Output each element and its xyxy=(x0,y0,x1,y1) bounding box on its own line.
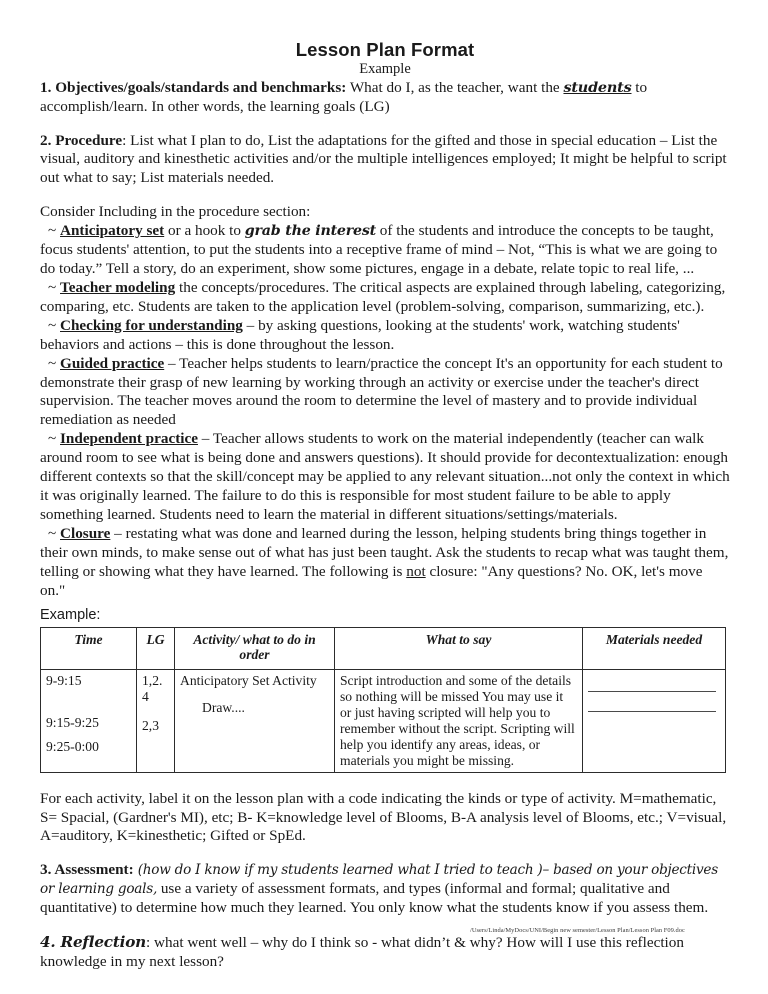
bullet-rest-a: – restating what was done and learned during the lesson, helping students bring things together in their own minds, to make sense out of what has just been taught. Ask the students to recap what was taught them, telling or showing what they have learned. The following is xyxy=(40,524,729,580)
time-value-1: 9-9:15 xyxy=(46,672,82,688)
page-title: Lesson Plan Format xyxy=(295,39,475,60)
section-1-emphasis-students: students xyxy=(563,78,632,96)
activity-coding-note: For each activity, label it on the lesson plan with a code indicating the kinds or type of activity. M=mathematic, S= Spacial, (Gardner's MI), etc; B- K=knowledge level of Blooms, B-A analysis level of Blooms, etc.; V=visual, A=auditory, K=kinesthetic; Gifted or SpEd. xyxy=(40,789,727,845)
section-4-paragraph xyxy=(40,933,730,972)
spacer xyxy=(46,731,131,739)
spacer xyxy=(40,188,730,203)
blank-line xyxy=(588,677,716,692)
bullet-marker: ~ xyxy=(48,316,61,334)
bullet-rest: – Teacher helps students to learn/practice the concept It's an opportunity for each student to demonstrate their grasp of new learning by working through an activity or exercise under the teacher's direct supervision. The teacher moves around the room to determine the level of mastery and to provide individual remediation as needed xyxy=(40,354,723,429)
materials-blank-lines xyxy=(588,673,720,712)
section-2-text: : List what I plan to do, List the adaptations for the gifted and those in special education – List the visual, auditory and kinesthetic activities and/or the multiple intelligences employed; It might be helpful to script out what to say; List materials needed. xyxy=(40,131,727,187)
section-3-paragraph xyxy=(40,861,730,918)
activity-title: Anticipatory Set Activity xyxy=(180,672,317,688)
lg-value-3: 2,3 xyxy=(142,717,159,733)
bullet-term: Independent practice xyxy=(60,430,198,448)
table-header-time: Time xyxy=(41,627,137,669)
cell-activity xyxy=(175,669,335,772)
lg-value-1: 1,2. xyxy=(142,672,163,688)
bullet-rest: the concepts/procedures. The critical aspects are explained through labeling, categorizing, comparing, etc. Students are taken to the application level (problem-solving, comparison, summarizing, etc.). xyxy=(40,278,726,315)
bullet-rest-b: closure: "Any questions? No. OK, let's move on." xyxy=(40,562,703,599)
bullet-term: Teacher modeling xyxy=(60,278,176,296)
spacer xyxy=(46,689,131,715)
cell-lg xyxy=(137,669,175,772)
bullet-term: Closure xyxy=(60,524,111,542)
section-4-label: 4. Reflection xyxy=(40,933,146,952)
lg-value-2: 4 xyxy=(142,688,149,704)
page-subtitle: Example xyxy=(359,60,411,77)
bullet-anticipatory-set xyxy=(40,222,730,279)
spacer xyxy=(40,846,730,861)
section-1-label: 1. Objectives/goals/standards and benchmarks: xyxy=(40,78,347,96)
section-4-rest: : what went well – why do I think so - what didn’t & why? How will I use this reflection knowledge in my next lesson? xyxy=(40,934,684,971)
table-header-activity: Activity/ what to do in order xyxy=(175,627,335,669)
footer-file-path: /Users/Linda/MyDocs/UNI/Begin new semester/Lesson Plan/Lesson Plan F09.doc xyxy=(470,927,685,934)
section-1-text-a: What do I, as the teacher, want the xyxy=(346,78,564,96)
bullet-term: Anticipatory set xyxy=(60,222,165,240)
bullet-marker: ~ xyxy=(48,430,61,448)
lesson-plan-table xyxy=(40,627,726,773)
bullet-marker: ~ xyxy=(48,354,61,372)
section-3-label: 3. Assessment: xyxy=(40,861,134,879)
section-1-text-b: to accomplish/learn. In other words, the learning goals (LG) xyxy=(40,78,648,115)
cell-what-to-say: Script introduction and some of the details so nothing will be missed You may use it or just having scripted will help you to remember without the script. Scripting will help you identify any areas, ideas, or materials you might be missing. xyxy=(335,669,583,772)
bullet-rest: – Teacher allows students to work on the material independently (teacher can walk around room to see what is being done and answers questions). It should provide for decontextualization: enough different contexts so that the skill/concept may be applied to any relevant situation...not only the context in which it was originally learned. The failure to do this is responsible for most student failure to be able to apply something learned. Students need to learn the material in different situations/settings/materials. xyxy=(40,430,730,524)
time-value-3: 9:25-0:00 xyxy=(46,738,99,754)
bullet-rest: of the students and introduce the concepts to be taught, focus students' attention, to put the students into a receptive frame of mind – Not, “This is what we are going to do today.” Tell a story, do an experiment, show some pictures, engage in a debate, relate topic to real life, ... xyxy=(40,222,718,278)
bullet-independent-practice xyxy=(40,430,730,525)
bullet-checking-for-understanding xyxy=(40,317,730,355)
table-header-materials: Materials needed xyxy=(583,627,726,669)
blank-line xyxy=(588,697,716,712)
section-2-label: 2. Procedure xyxy=(40,131,123,149)
bullet-lead: or a hook to xyxy=(164,222,245,240)
section-3-italic-part: (how do I know if my students learned what I tried to teach )– based on your objectives or learning goals, xyxy=(40,862,718,898)
section-1-paragraph xyxy=(40,79,730,117)
bullet-marker: ~ xyxy=(48,278,61,296)
section-3-rest: use a variety of assessment formats, and types (informal and formal; qualitative and quantitative) to determine how much they learned. You only know what the students know if you assess them. xyxy=(40,880,709,917)
table-head xyxy=(41,627,726,669)
consider-including-line: Consider Including in the procedure section: xyxy=(40,203,311,221)
bullet-term: Guided practice xyxy=(60,354,165,372)
document-content xyxy=(40,40,730,972)
table-header-what-to-say: What to say xyxy=(335,627,583,669)
spacer xyxy=(40,601,730,608)
spacer xyxy=(40,773,730,790)
table-body xyxy=(41,669,726,772)
table-header-row xyxy=(41,627,726,669)
bullet-guided-practice xyxy=(40,355,730,431)
bullet-closure xyxy=(40,525,730,601)
section-2-paragraph xyxy=(40,132,730,189)
bullet-marker: ~ xyxy=(48,222,61,240)
bullet-marker: ~ xyxy=(48,524,61,542)
spacer xyxy=(142,705,169,718)
time-value-2: 9:15-9:25 xyxy=(46,714,99,730)
bullet-term: Checking for understanding xyxy=(60,316,243,334)
emphasis-not: not xyxy=(406,562,426,580)
activity-sub: Draw.... xyxy=(202,699,245,715)
cell-materials xyxy=(583,669,726,772)
cell-time xyxy=(41,669,137,772)
spacer xyxy=(40,117,730,132)
table-row xyxy=(41,669,726,772)
bullet-emphasis-grab-the-interest: grab the interest xyxy=(244,223,376,240)
table-header-lg: LG xyxy=(137,627,175,669)
bullet-teacher-modeling xyxy=(40,279,730,317)
bullet-rest: – by asking questions, looking at the students' work, watching students' behaviors and actions – this is done throughout the lesson. xyxy=(40,316,680,353)
example-label: Example: xyxy=(40,606,101,623)
